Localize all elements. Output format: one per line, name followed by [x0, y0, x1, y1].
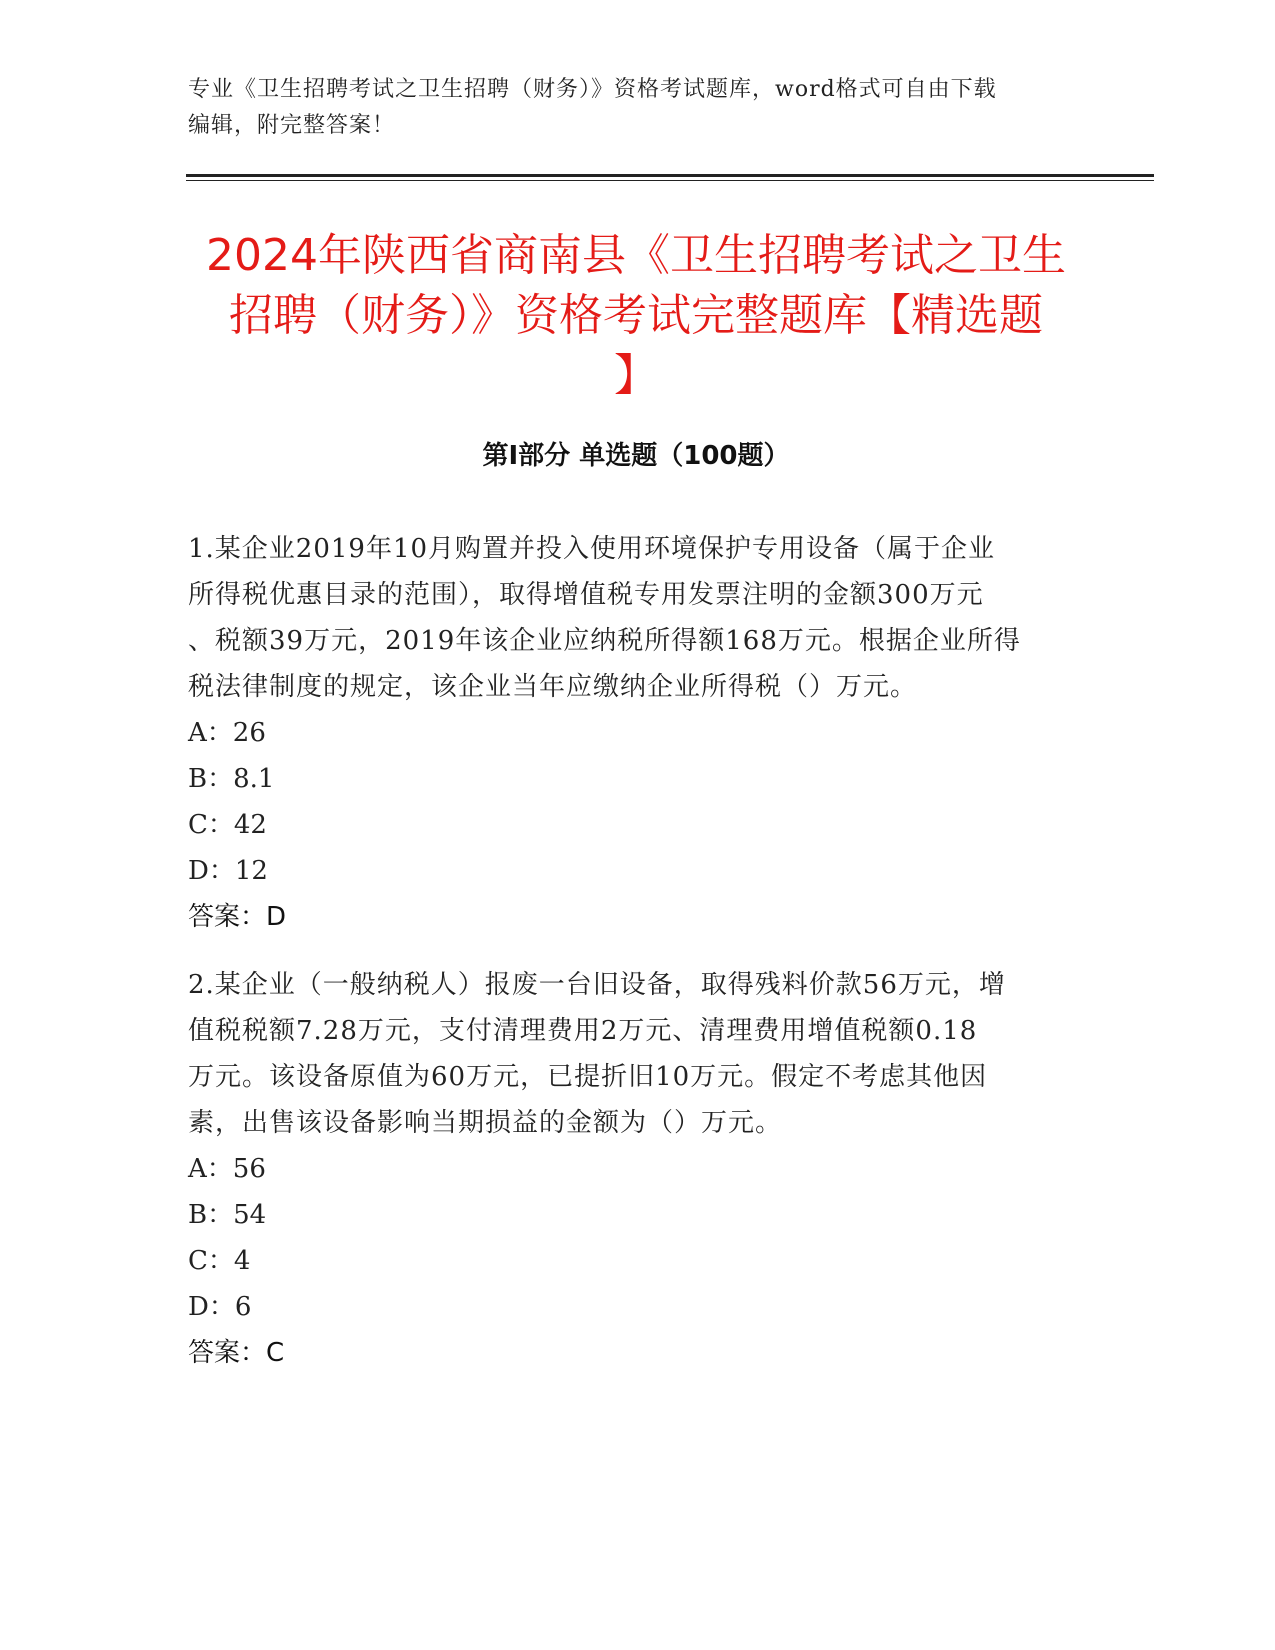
question-stem-line: 所得税优惠目录的范围），取得增值税专用发票注明的金额300万元: [188, 580, 984, 610]
option-b: B：54: [188, 1200, 267, 1230]
header-note-line-2: 编辑，附完整答案！: [188, 113, 396, 138]
header-note: [188, 72, 1088, 144]
document-title: [186, 226, 1086, 406]
option-d: D：12: [188, 856, 268, 886]
question-stem-line: 值税税额7.28万元，支付清理费用2万元、清理费用增值税额0.18: [188, 1016, 978, 1046]
question-1: [188, 526, 1068, 940]
section-title: 第I部分 单选题（100题）: [482, 441, 790, 471]
option-d: D：6: [188, 1292, 252, 1322]
option-c: C：42: [188, 810, 267, 840]
option-b: B：8.1: [188, 764, 275, 794]
header-divider-thick: [186, 174, 1154, 177]
question-stem-line: 税法律制度的规定，该企业当年应缴纳企业所得税（）万元。: [188, 672, 918, 702]
question-stem-line: 1.某企业2019年10月购置并投入使用环境保护专用设备（属于企业: [188, 534, 996, 564]
question-stem-line: 2.某企业（一般纳税人）报废一台旧设备，取得残料价款56万元，增: [188, 970, 1006, 1000]
question-stem-line: 万元。该设备原值为60万元，已提折旧10万元。假定不考虑其他因: [188, 1062, 988, 1092]
answer-line: 答案：C: [188, 1338, 285, 1368]
option-a: A：56: [188, 1154, 266, 1184]
option-a: A：26: [188, 718, 266, 748]
document-title-line-1: 2024年陕西省商南县《卫生招聘考试之卫生: [206, 230, 1066, 281]
question-2: [188, 962, 1068, 1376]
document-title-line-2: 招聘（财务）》资格考试完整题库【精选题: [229, 290, 1043, 341]
question-stem-line: 、税额39万元，2019年该企业应纳税所得额168万元。根据企业所得: [188, 626, 1021, 656]
question-stem-line: 素，出售该设备影响当期损益的金额为（）万元。: [188, 1108, 783, 1138]
header-divider-thin: [186, 180, 1154, 181]
option-c: C：4: [188, 1246, 251, 1276]
answer-line: 答案：D: [188, 902, 287, 932]
header-note-line-1: 专业《卫生招聘考试之卫生招聘（财务）》资格考试题库，word格式可自由下载: [188, 77, 997, 102]
document-title-line-3: 】: [614, 350, 658, 401]
